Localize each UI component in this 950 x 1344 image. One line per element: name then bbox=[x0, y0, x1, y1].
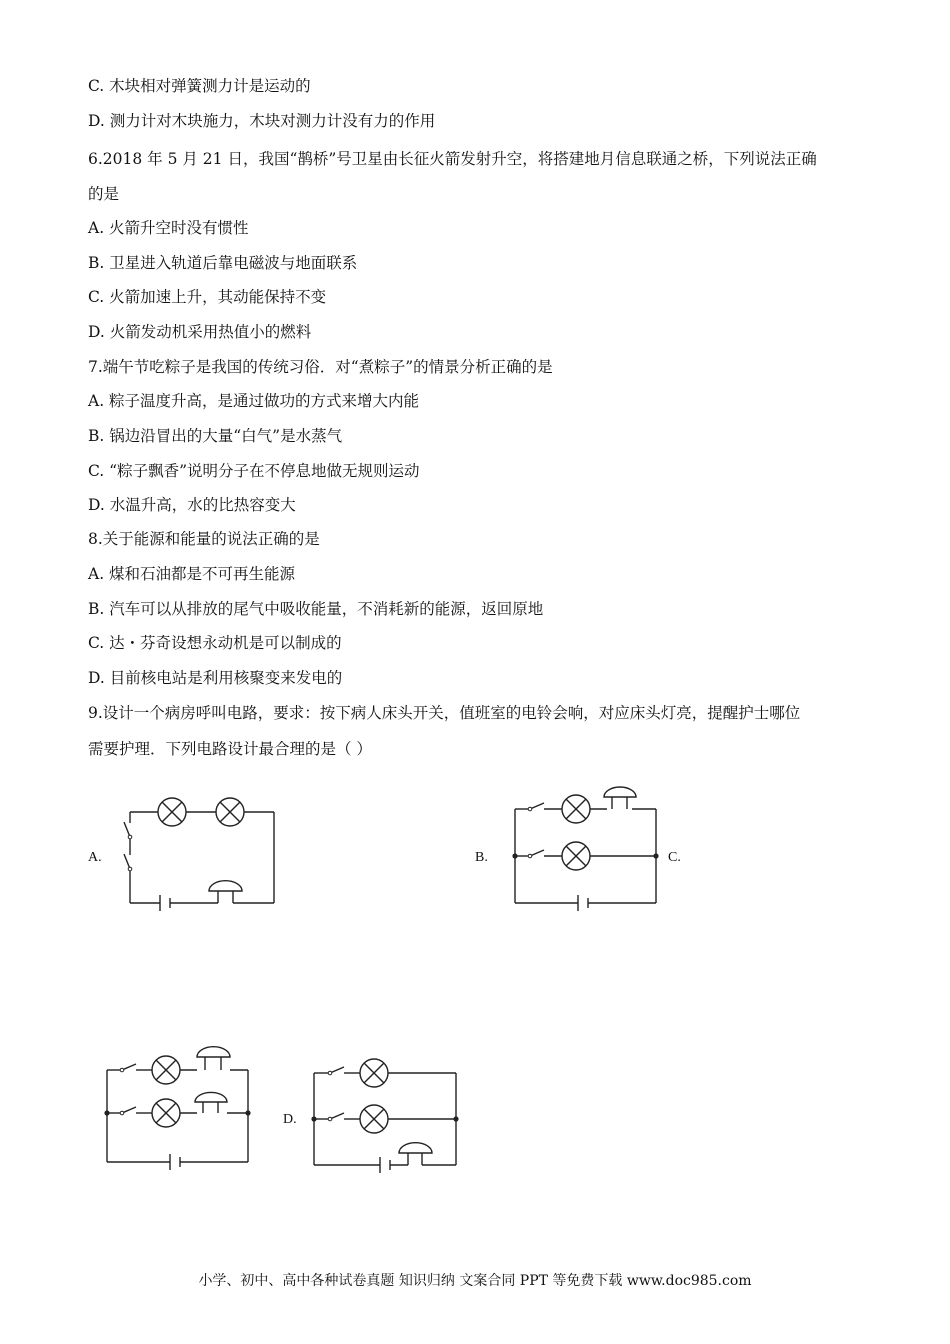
lamp-icon bbox=[152, 1099, 180, 1127]
bell-icon bbox=[604, 787, 636, 809]
option-8c: C. 达・芬奇设想永动机是可以制成的 bbox=[88, 634, 342, 652]
circuit-diagram-a bbox=[120, 795, 280, 910]
option-6b: B. 卫星进入轨道后靠电磁波与地面联系 bbox=[88, 254, 358, 272]
question-6-line2: 的是 bbox=[88, 185, 120, 203]
option-7c: C. “粽子飘香”说明分子在不停息地做无规则运动 bbox=[88, 462, 420, 480]
switch-icon bbox=[124, 822, 132, 839]
lamp-icon bbox=[216, 798, 244, 826]
option-7d: D. 水温升高，水的比热容变大 bbox=[88, 496, 296, 514]
option-5d: D. 测力计对木块施力，木块对测力计没有力的作用 bbox=[88, 112, 436, 130]
option-6a: A. 火箭升空时没有惯性 bbox=[88, 219, 249, 237]
lamp-icon bbox=[158, 798, 186, 826]
option-7b: B. 锅边沿冒出的大量“白气”是水蒸气 bbox=[88, 427, 343, 445]
option-6c: C. 火箭加速上升，其动能保持不变 bbox=[88, 288, 327, 306]
bell-icon bbox=[197, 1047, 230, 1070]
question-9-line2: 需要护理．下列电路设计最合理的是（ ） bbox=[88, 740, 372, 758]
question-7: 7.端午节吃粽子是我国的传统习俗．对“煮粽子”的情景分析正确的是 bbox=[88, 358, 553, 376]
switch-icon bbox=[124, 854, 132, 871]
figure-label-b: B. bbox=[475, 850, 488, 865]
switch-icon bbox=[528, 803, 544, 811]
wires bbox=[130, 812, 274, 903]
circuit-diagram-b bbox=[508, 780, 668, 910]
figure-label-d: D. bbox=[283, 1112, 297, 1127]
option-8d: D. 目前核电站是利用核聚变来发电的 bbox=[88, 669, 343, 687]
question-9-line1: 9.设计一个病房呼叫电路，要求：按下病人床头开关，值班室的电铃会响，对应床头灯亮，提醒护士哪位 bbox=[88, 704, 801, 722]
switch-icon bbox=[328, 1067, 344, 1075]
option-5c: C. 木块相对弹簧测力计是运动的 bbox=[88, 77, 311, 95]
option-6d: D. 火箭发动机采用热值小的燃料 bbox=[88, 323, 312, 341]
lamp-icon bbox=[152, 1056, 180, 1084]
battery-icon bbox=[160, 895, 170, 911]
question-6-line1: 6.2018 年 5 月 21 日，我国“鹊桥”号卫星由长征火箭发射升空，将搭建地月信息联通之桥，下列说法正确 bbox=[88, 150, 817, 168]
option-8a: A. 煤和石油都是不可再生能源 bbox=[88, 565, 296, 583]
bell-icon bbox=[195, 1092, 227, 1113]
battery-icon bbox=[380, 1157, 390, 1173]
lamp-icon bbox=[562, 795, 590, 823]
option-8b: B. 汽车可以从排放的尾气中吸收能量，不消耗新的能源，返回原地 bbox=[88, 600, 544, 618]
question-8: 8.关于能源和能量的说法正确的是 bbox=[88, 530, 320, 548]
circuit-diagram-c bbox=[100, 1040, 260, 1170]
figure-label-a: A. bbox=[88, 850, 102, 865]
bell-icon bbox=[209, 881, 242, 903]
bell-icon bbox=[399, 1143, 432, 1165]
battery-icon bbox=[578, 895, 588, 911]
page-footer: 小学、初中、高中各种试卷真题 知识归纳 文案合同 PPT 等免费下载 www.doc985.com bbox=[198, 1273, 752, 1289]
switch-icon bbox=[120, 1107, 136, 1115]
option-7a: A. 粽子温度升高，是通过做功的方式来增大内能 bbox=[88, 392, 420, 410]
switch-icon bbox=[120, 1064, 136, 1072]
figure-label-c: C. bbox=[668, 850, 681, 865]
lamp-icon bbox=[562, 842, 590, 870]
battery-icon bbox=[170, 1154, 180, 1170]
lamp-icon bbox=[360, 1059, 388, 1087]
switch-icon bbox=[328, 1113, 344, 1121]
switch-icon bbox=[528, 850, 544, 858]
lamp-icon bbox=[360, 1105, 388, 1133]
circuit-diagram-d bbox=[308, 1055, 468, 1180]
